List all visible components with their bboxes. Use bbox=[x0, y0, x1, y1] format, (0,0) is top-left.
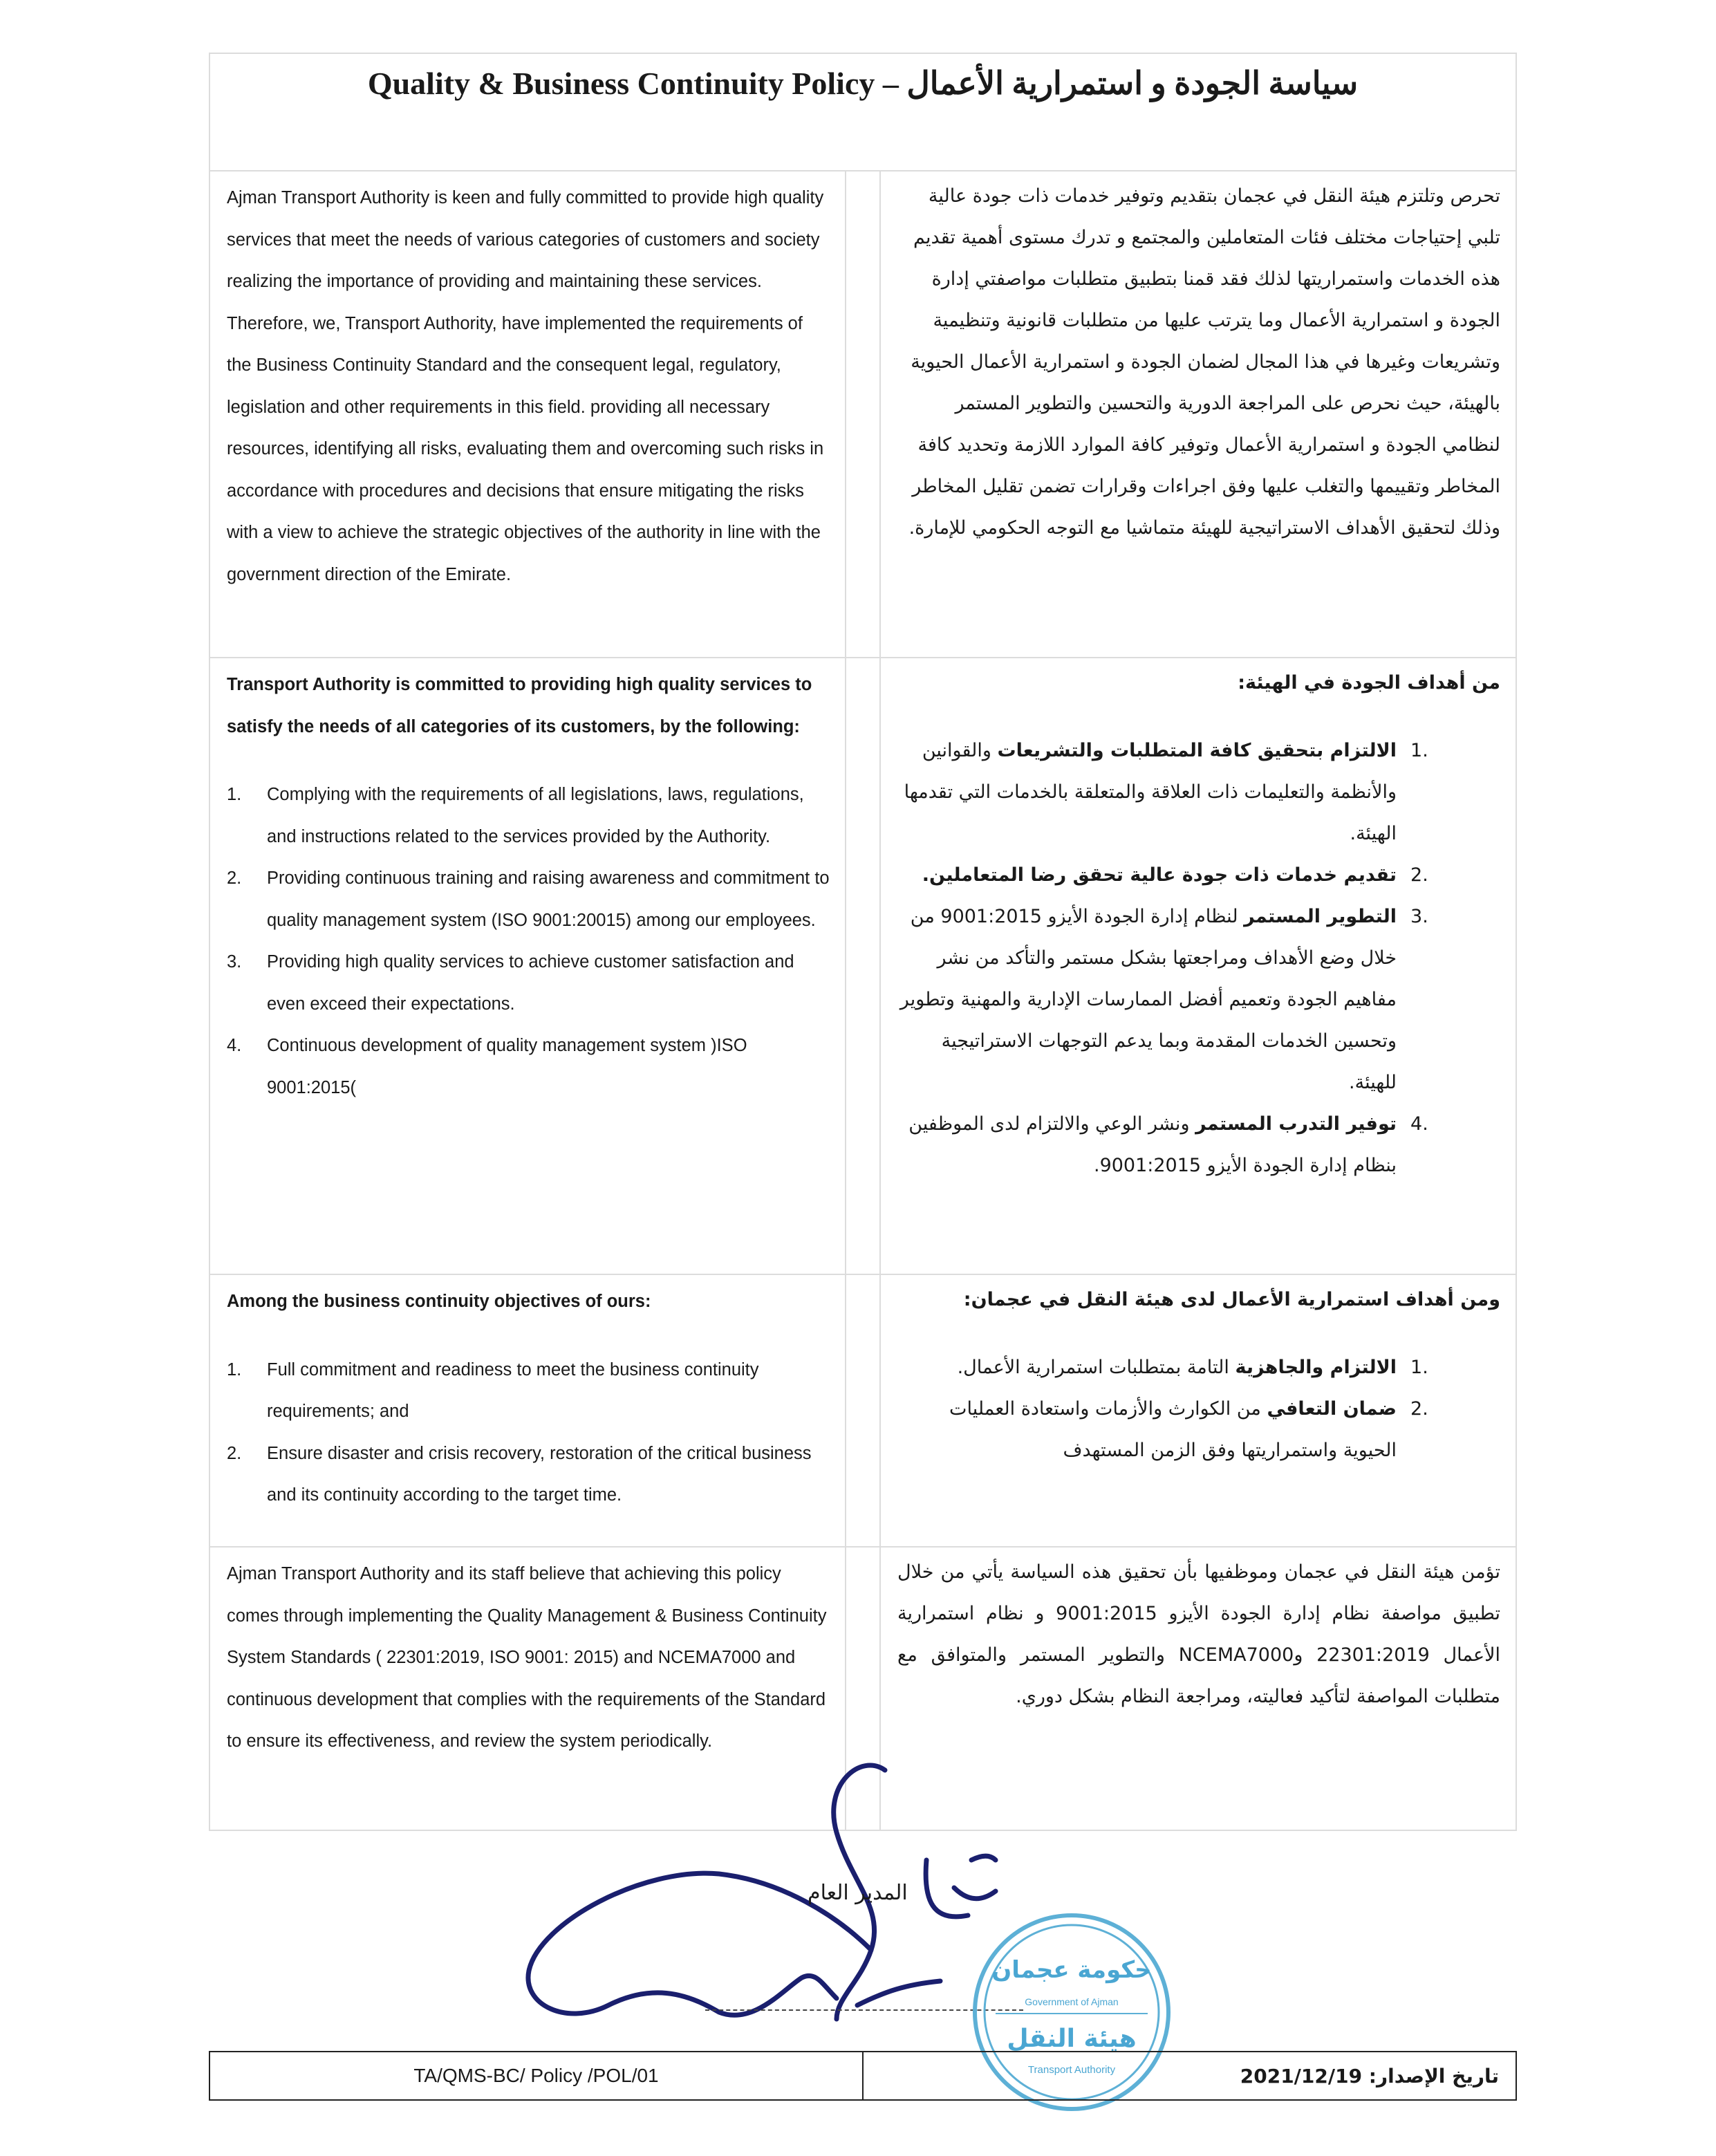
quality-objectives-list-ar bbox=[897, 730, 1500, 1187]
list-item: 4. توفير التدرب المستمر ونشر الوعي والالتزام لدى الموظفين بنظام إدارة الجودة الأيزو 9001:2015. bbox=[908, 1113, 1428, 1176]
list-item: 1. الالتزام والجاهزية التامة بمتطلبات استمرارية الأعمال. bbox=[957, 1357, 1428, 1378]
policy-table bbox=[209, 53, 1517, 1831]
section-4-arabic: تؤمن هيئة النقل في عجمان وموظفيها بأن تحقيق هذه السياسة يأتي من خلال تطبيق مواصفة نظام إدارة الجودة الأيزو 9001:2015 و نظام استمرارية الأعمال 22301:2019 وNCEMA7000 والتطوير المستمر والمتوافق مع متطلبات المواصفة لتأكيد فعاليته، ومراجعة النظام بشكل دوري. bbox=[880, 1547, 1516, 1830]
continuity-objectives-heading-en: Among the business continuity objectives of ours: bbox=[227, 1292, 651, 1311]
issue-date: تاريخ الإصدار: 2021/12/19 bbox=[863, 2052, 1516, 2100]
quality-objectives-heading-ar: من أهداف الجودة في الهيئة: bbox=[1238, 672, 1501, 694]
section-2-english bbox=[209, 658, 846, 1274]
list-item: 4. Continuous development of quality management system )ISO 9001:2015( bbox=[227, 1036, 747, 1097]
section-4-english: Ajman Transport Authority and its staff believe that achieving this policy comes through implementing the Quality Management & Business Continuity System Standards ( 22301:2019, ISO 9001: 2015) and NCEMA7000 and continuous development that complies with the requirements of the Standard to ensure its effectiveness, and review the system periodically. bbox=[209, 1547, 846, 1830]
list-item: 1. الالتزام بتحقيق كافة المتطلبات والتشريعات والقوانين والأنظمة والتعليمات ذات العلاقة والمتعلقة بالخدمات التي تقدمها الهيئة. bbox=[904, 740, 1428, 844]
footer-table bbox=[209, 2051, 1517, 2101]
list-item: 2. ضمان التعافي من الكوارث والأزمات واستعادة العمليات الحيوية واستمراريتها وفق الزمن المستهدف bbox=[949, 1398, 1428, 1461]
quality-objectives-list-en bbox=[227, 774, 830, 1108]
section-2-row bbox=[209, 658, 1516, 1274]
list-item: 2. تقديم خدمات ذات جودة عالية تحقق رضا المتعاملين. bbox=[922, 864, 1428, 886]
column-gap bbox=[846, 658, 880, 1274]
list-item: 3. Providing high quality services to achieve customer satisfaction and even exceed their expectations. bbox=[227, 952, 794, 1014]
section-2-arabic bbox=[880, 658, 1516, 1274]
quality-objectives-heading-en: Transport Authority is committed to providing high quality services to satisfy the needs of all categories of its customers, by the following: bbox=[227, 675, 812, 736]
title-row bbox=[209, 53, 1516, 171]
section-1-row bbox=[209, 171, 1516, 658]
section-3-row bbox=[209, 1274, 1516, 1547]
continuity-objectives-list-ar bbox=[897, 1347, 1500, 1471]
footer-row bbox=[209, 2052, 1516, 2100]
document-code: TA/QMS-BC/ Policy /POL/01 bbox=[209, 2052, 863, 2100]
column-gap bbox=[846, 171, 880, 658]
continuity-objectives-list-en bbox=[227, 1349, 830, 1516]
stamp-gov-ar: حكومة عجمان bbox=[991, 1956, 1152, 1984]
section-1-english: Ajman Transport Authority is keen and fully committed to provide high quality services that meet the needs of various categories of customers and society realizing the importance of providing and maintaining these services. Therefore, we, Transport Authority, have implemented the requirements of the Business Continuity Standard and the consequent legal, regulatory, legislation and other requirements in this field. providing all necessary resources, identifying all risks, evaluating them and overcoming such risks in accordance with procedures and decisions that ensure mitigating the risks with a view to achieve the strategic objectives of the authority in line with the government direction of the Emirate. bbox=[209, 171, 846, 658]
list-item: 2. Ensure disaster and crisis recovery, restoration of the critical business and its continuity according to the target time. bbox=[227, 1443, 812, 1505]
continuity-objectives-heading-ar: ومن أهداف استمرارية الأعمال لدى هيئة النقل في عجمان: bbox=[963, 1289, 1501, 1310]
section-3-arabic bbox=[880, 1274, 1516, 1547]
stamp-auth-en: Transport Authority bbox=[1027, 2064, 1116, 2076]
stamp-gov-en: Government of Ajman bbox=[1025, 1996, 1119, 2007]
signature-image bbox=[512, 1743, 1009, 2040]
policy-title: Quality & Business Continuity Policy – سياسة الجودة و استمرارية الأعمال bbox=[209, 53, 1516, 171]
section-1-arabic: تحرص وتلتزم هيئة النقل في عجمان بتقديم وتوفير خدمات ذات جودة عالية تلبي إحتياجات مختلف فئات المتعاملين والمجتمع و تدرك مستوى أهمية تقديم هذه الخدمات واستمراريتها لذلك فقد قمنا بتطبيق متطلبات مواصفتي إدارة الجودة و استمرارية الأعمال وما يترتب عليها من متطلبات قانونية وتنظيمية وتشريعات وغيرها في هذا المجال لضمان الجودة و استمرارية الأعمال الحيوية بالهيئة، حيث نحرص على المراجعة الدورية والتحسين والتطوير المستمر لنظامي الجودة و استمرارية الأعمال وتوفير كافة الموارد اللازمة وتحديد كافة المخاطر وتقييمها والتغلب عليها وفق اجراءات وقرارات تضمن تقليل المخاطر وذلك لتحقيق الأهداف الاستراتيجية للهيئة متماشيا مع التوجه الحكومي للإمارة. bbox=[880, 171, 1516, 658]
section-3-english bbox=[209, 1274, 846, 1547]
stamp-auth-ar: هيئة النقل bbox=[1007, 2025, 1137, 2053]
list-item: 2. Providing continuous training and raising awareness and commitment to quality management system (ISO 9001:20015) among our employees. bbox=[227, 868, 830, 930]
list-item: 1. Full commitment and readiness to meet the business continuity requirements; and bbox=[227, 1359, 759, 1421]
list-item: 3. التطوير المستمر لنظام إدارة الجودة الأيزو 9001:2015 من خلال وضع الأهداف ومراجعتها بشكل مستمر والتأكد من نشر مفاهيم الجودة وتعميم أفضل الممارسات الإدارية والمهنية وتطوير وتحسين الخدمات المقدمة وبما يدعم التوجهات الاستراتيجية للهيئة. bbox=[899, 906, 1428, 1093]
general-manager-label: المدير العام bbox=[808, 1881, 908, 1905]
list-item: 1. Complying with the requirements of all legislations, laws, regulations, and instructions related to the services provided by the Authority. bbox=[227, 785, 804, 846]
column-gap bbox=[846, 1274, 880, 1547]
